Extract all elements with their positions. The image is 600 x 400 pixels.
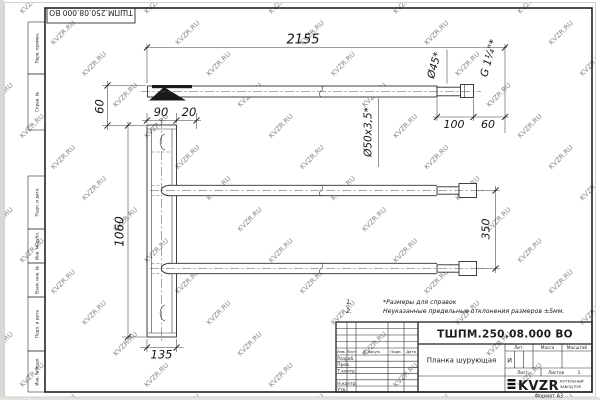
margin-field-vzam-inv: Взам. инв. № [34, 266, 40, 294]
note-1-number: 1. [346, 299, 352, 306]
dim-plank-length: 1060 [112, 216, 127, 247]
lit-value: И [507, 356, 513, 365]
col-izm: Изм. [336, 349, 346, 355]
dim-pipe-spacing: 350 [479, 218, 493, 240]
row-nkontr: Н.контр. [337, 381, 357, 387]
scan-edge-left [0, 0, 4, 400]
row-prov: Пров. [337, 363, 351, 369]
margin-field-inv-dubl: Инв. № дубл. [34, 231, 40, 261]
sheet-label: Лист [517, 371, 528, 376]
col-dokum: N докум. [363, 349, 381, 355]
title-designation: ТШПМ.250.08.000 ВО [437, 328, 573, 341]
top-rotated-designation: ТШПМ.250.08.000 ВО [49, 7, 133, 17]
dim-overall-length: 2155 [286, 32, 320, 48]
dim-plank-foot: 135 [150, 347, 173, 362]
dim-thread: G 1¼"* [478, 38, 500, 79]
note-2-number: 2. [346, 308, 352, 315]
margin-field-sprav-no: Справ. № [34, 92, 40, 112]
dim-neck-length: 100 [443, 118, 465, 131]
sheets-label: Листов [547, 371, 565, 376]
dim-plank-lip: 20 [181, 105, 197, 119]
sheets-value: 1 [577, 371, 581, 376]
row-utv: Утв. [337, 388, 347, 393]
col-data: Дата [406, 349, 416, 355]
bottom-pipe [150, 262, 484, 276]
dim-plank-width: 90 [153, 105, 169, 119]
kvzr-logo-sub1: КОТЕЛЬНЫЙ [560, 379, 584, 384]
scale-label: Масштаб [566, 346, 588, 352]
note-1-text: *Размеры для справок [383, 299, 457, 306]
thread-fitting [461, 85, 474, 98]
lit-label: Лит. [514, 346, 524, 352]
kvzr-logo-sub2: ЗАВОД РЭП [560, 385, 582, 389]
dim-pipe-size: Ø50х3,5* [362, 107, 375, 157]
dim-left-offset: 60 [92, 99, 107, 114]
margin-field-podp-data1: Подп. и дата [34, 188, 40, 217]
col-list: Лист [346, 349, 357, 355]
margin-field-podp-data2: Подп. и дата [34, 310, 40, 338]
middle-pipe [150, 184, 484, 198]
row-razrab: Разраб. [337, 357, 355, 362]
mass-label: Масса [540, 346, 555, 352]
part-name: Планка шурующая [426, 356, 497, 365]
kvzr-logo-icon [508, 379, 516, 381]
row-tkontr: Т.контр. [337, 369, 357, 375]
margin-field-inv-podl: Инв. № подл. [34, 357, 40, 386]
note-2-text: Неуказанные предельные отклонения размеров ±5мм. [383, 308, 565, 315]
kvzr-logo-text: KVZR [518, 379, 559, 394]
col-podp: Подп. [390, 349, 402, 355]
dim-tip-length: 60 [481, 118, 495, 131]
gusset-bar [152, 85, 192, 88]
format-note: Формат А3 [534, 393, 564, 400]
dim-neck-dia: Ø45* [425, 50, 444, 80]
margin-field-perv-primen: Перв. примен. [34, 32, 40, 64]
